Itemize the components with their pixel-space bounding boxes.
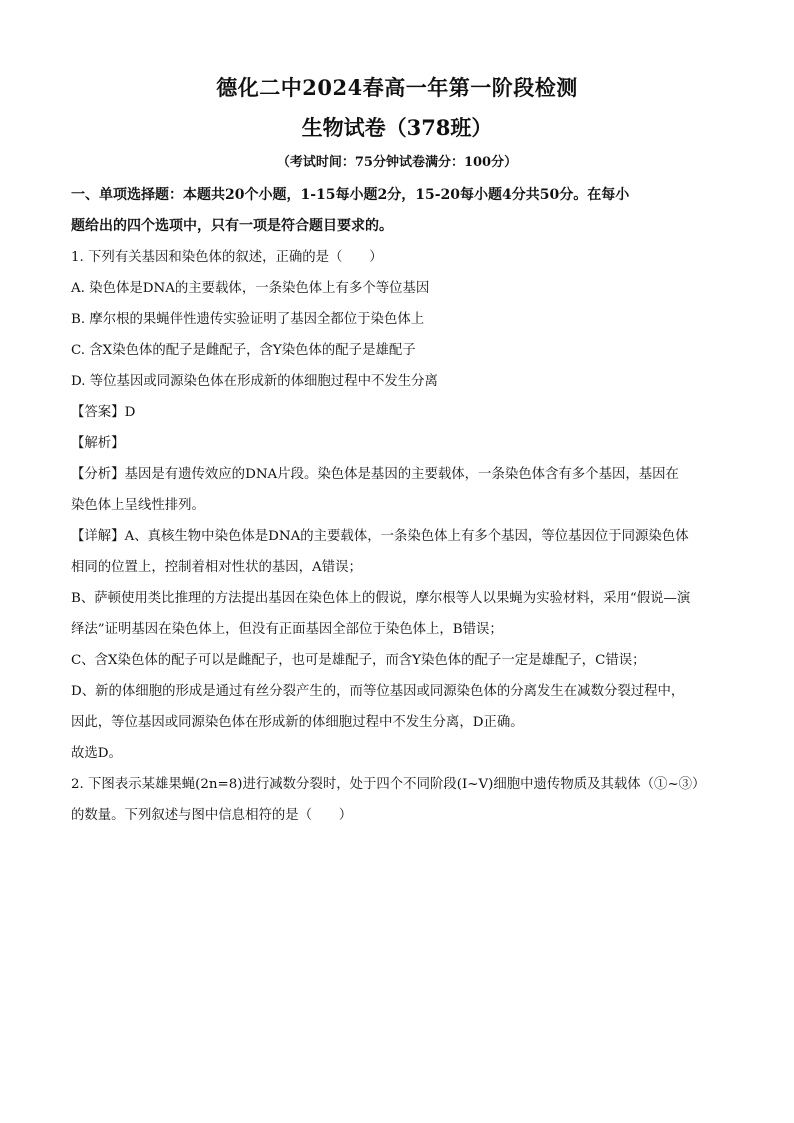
- section-heading-line2: 题给出的四个选项中，只有一项是符合题目要求的。: [71, 218, 393, 234]
- xiangjie-line2: 相同的位置上，控制着相对性状的基因，A错误；: [71, 560, 362, 575]
- xiangjie-line7: 因此，等位基因或同源染色体在形成新的体细胞过程中不发生分离，D正确。: [71, 715, 524, 730]
- answer-label: 【答案】: [71, 405, 125, 420]
- question-2-stem-line1: 2. 下图表示某雄果蝇(2n=8)进行减数分裂时，处于四个不同阶段(Ⅰ~Ⅴ)细胞中遗传物质及其载体（①~③）: [71, 777, 706, 792]
- section-heading-line1: 一、单项选择题：本题共20个小题，1-15每小题2分，15-20每小题4分共50分。在每小: [71, 187, 630, 203]
- question-1-option-b: B. 摩尔根的果蝇伴性遗传实验证明了基因全都位于染色体上: [71, 312, 425, 327]
- question-1-option-a: A. 染色体是DNA的主要载体，一条染色体上有多个等位基因: [71, 281, 430, 296]
- answer-value: D: [124, 405, 136, 420]
- question-1-option-c: C. 含X染色体的配子是雌配子，含Y染色体的配子是雄配子: [71, 343, 416, 358]
- question-1-option-d: D. 等位基因或同源染色体在形成新的体细胞过程中不发生分离: [71, 374, 438, 389]
- fenxi-line1: 【分析】基因是有遗传效应的DNA片段。染色体是基因的主要载体，一条染色体含有多个基因，基因在: [71, 467, 679, 482]
- exam-info: （考试时间：75分钟试卷满分：100分）: [276, 155, 518, 170]
- question-1-stem: 1. 下列有关基因和染色体的叙述，正确的是（ ）: [71, 250, 383, 265]
- fenxi-label: 【分析】: [71, 467, 125, 482]
- conclusion: 故选D。: [71, 746, 122, 761]
- question-2-stem-line2: 的数量。下列叙述与图中信息相符的是（ ）: [71, 808, 353, 823]
- xiangjie-line5: C、含X染色体的配子可以是雌配子，也可是雄配子，而含Y染色体的配子一定是雄配子，C错误；: [71, 653, 646, 668]
- xiangjie-line3: B、萨顿使用类比推理的方法提出基因在染色体上的假说，摩尔根等人以果蝇为实验材料，采用“假说—演: [71, 591, 691, 606]
- xiangjie-label: 【详解】: [71, 529, 125, 544]
- xiangjie-line1: 【详解】A、真核生物中染色体是DNA的主要载体，一条染色体上有多个基因，等位基因位于同源染色体: [71, 529, 689, 544]
- analysis-label: 【解析】: [71, 436, 125, 451]
- question-1-answer: [71, 397, 731, 428]
- exam-title: 德化二中2024春高一年第一阶段检测: [216, 75, 578, 100]
- xiangjie-line6: D、新的体细胞的形成是通过有丝分裂产生的，而等位基因或同源染色体的分离发生在减数分裂过程中，: [71, 684, 685, 699]
- xiangjie-line4: 绎法”证明基因在染色体上，但没有正面基因全部位于染色体上，B错误；: [71, 622, 503, 637]
- exam-subtitle: 生物试卷（378班）: [301, 115, 493, 140]
- document-body: [71, 180, 731, 831]
- fenxi-line2: 染色体上呈线性排列。: [71, 498, 205, 513]
